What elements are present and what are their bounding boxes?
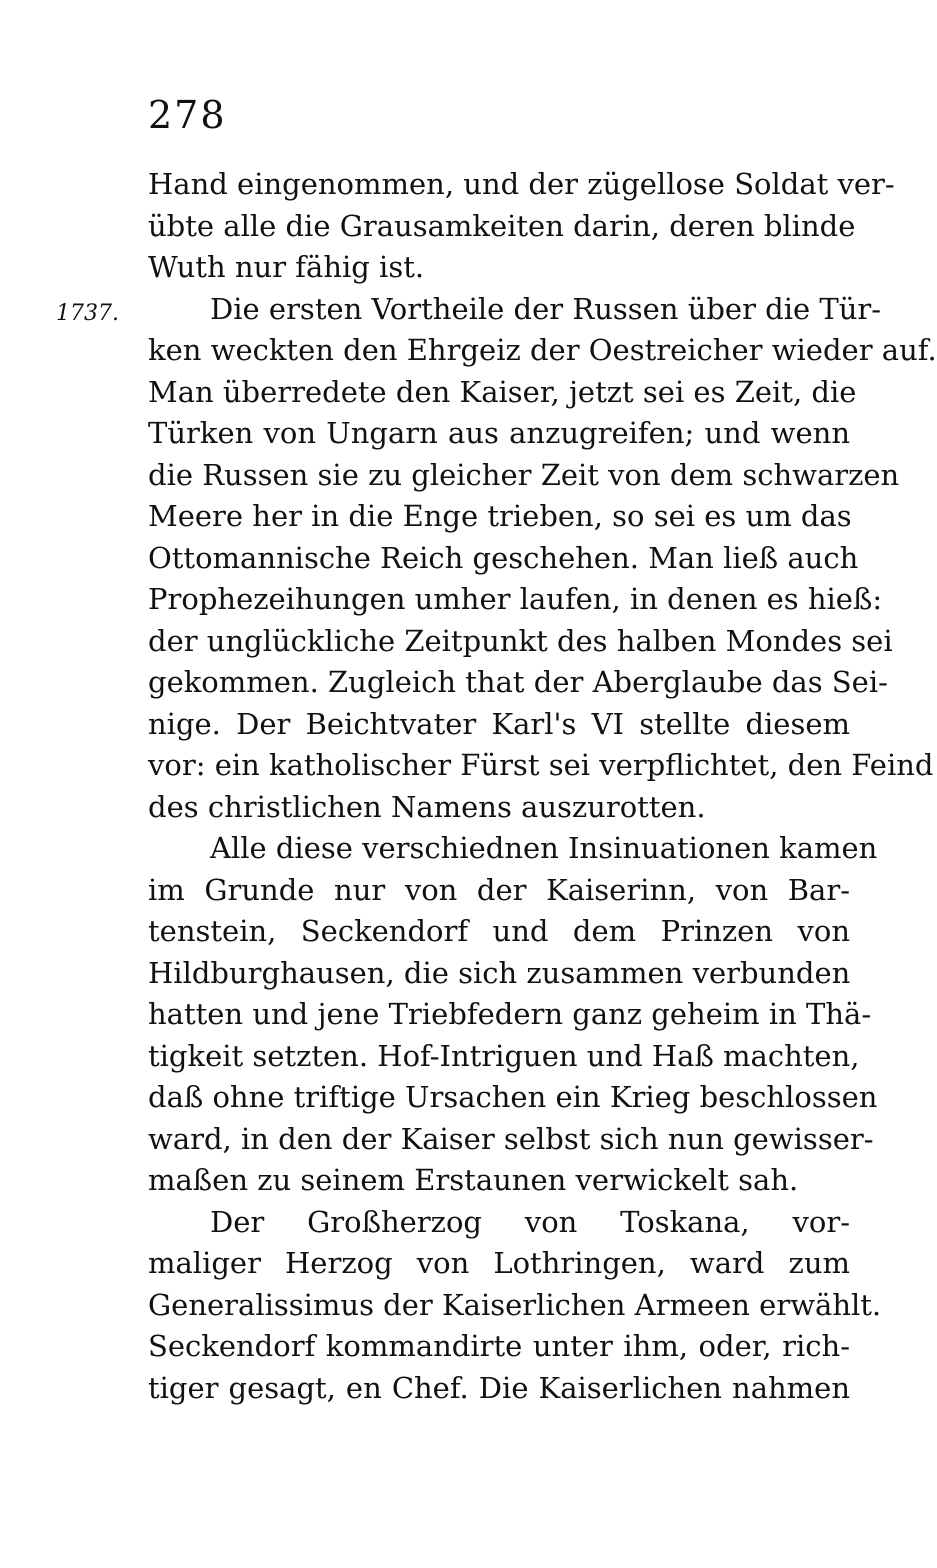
text-line: hatten und jene Triebfedern ganz geheim in Thä- bbox=[148, 997, 872, 1031]
text-line: ken weckten den Ehrgeiz der Oestreicher wieder auf. bbox=[148, 333, 937, 367]
text-line: Wuth nur fähig ist. bbox=[148, 250, 425, 284]
text-line: Man überredete den Kaiser, jetzt sei es Zeit, die bbox=[148, 374, 857, 409]
text-line: tenstein, Seckendorf und dem Prinzen von bbox=[148, 914, 850, 948]
text-line: Prophezeihungen umher laufen, in denen es hieß: bbox=[148, 582, 883, 616]
text-line: ward, in den der Kaiser selbst sich nun gewisser- bbox=[148, 1121, 874, 1156]
text-line: der unglückliche Zeitpunkt des halben Mondes sei bbox=[148, 623, 893, 658]
text-line: maliger Herzog von Lothringen, ward zum bbox=[148, 1246, 850, 1280]
text-line: gekommen. Zugleich that der Aberglaube das Sei- bbox=[148, 665, 888, 699]
text-line: Ottomannische Reich geschehen. Man ließ auch bbox=[148, 540, 859, 575]
text-line: des christlichen Namens auszurotten. bbox=[148, 789, 706, 824]
text-line: Alle diese verschiednen Insinuationen kamen bbox=[210, 831, 878, 865]
text-line: Meere her in die Enge trieben, so sei es um das bbox=[148, 499, 852, 533]
page-number: 278 bbox=[148, 93, 227, 137]
text-line: tigkeit setzten. Hof-Intriguen und Haß machten, bbox=[148, 1038, 860, 1073]
text-line: Seckendorf kommandirte unter ihm, oder, rich- bbox=[148, 1329, 850, 1363]
text-line: Türken von Ungarn aus anzugreifen; und wenn bbox=[148, 416, 850, 450]
text-line: vor: ein katholischer Fürst sei verpflichtet, den Feind bbox=[148, 748, 934, 782]
text-line: daß ohne triftige Ursachen ein Krieg beschlossen bbox=[148, 1080, 878, 1114]
text-line: Generalissimus der Kaiserlichen Armeen erwählt. bbox=[148, 1287, 882, 1322]
text-line: maßen zu seinem Erstaunen verwickelt sah. bbox=[148, 1163, 799, 1197]
text-line: übte alle die Grausamkeiten darin, deren blinde bbox=[148, 208, 856, 243]
text-line: tiger gesagt, en Chef. Die Kaiserlichen nahmen bbox=[148, 1370, 850, 1405]
margin-note-year: 1737. bbox=[56, 301, 119, 326]
text-line: Hildburghausen, die sich zusammen verbunden bbox=[148, 955, 851, 990]
text-line: Hand eingenommen, und der zügellose Soldat ver- bbox=[148, 167, 895, 201]
text-line: nige. Der Beichtvater Karl's VI stellte diesem bbox=[148, 706, 850, 741]
text-line: im Grunde nur von der Kaiserinn, von Bar- bbox=[148, 872, 850, 907]
text-line: die Russen sie zu gleicher Zeit von dem schwarzen bbox=[148, 457, 900, 492]
text-line: Der Großherzog von Toskana, vor- bbox=[210, 1204, 850, 1239]
body-text bbox=[148, 164, 937, 1409]
text-line: Die ersten Vortheile der Russen über die Tür- bbox=[210, 291, 882, 326]
